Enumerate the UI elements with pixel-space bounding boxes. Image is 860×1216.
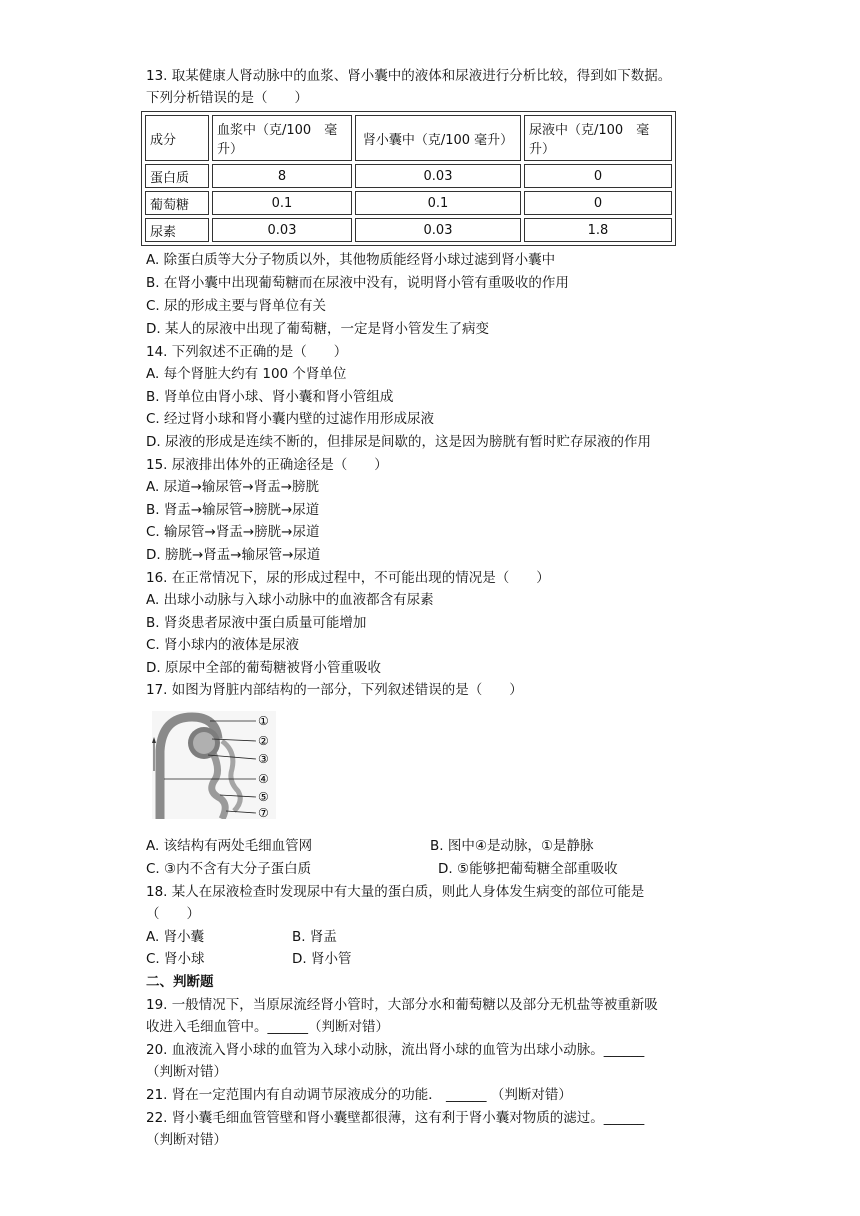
q19-line2: 收进入毛细血管中。______（判断对错） <box>146 1019 389 1035</box>
header-component: 成分 <box>150 132 177 148</box>
table-header-cell <box>145 115 209 161</box>
figure-label: ④ <box>258 772 269 786</box>
q18-option-b: B. 肾盂 <box>292 929 337 945</box>
table-header-row <box>145 115 672 161</box>
table-row <box>145 164 672 188</box>
table-cell: 尿素 <box>145 218 209 242</box>
table-cell: 0.03 <box>355 164 521 188</box>
table-cell: 0.1 <box>355 191 521 215</box>
q15-option-d: D. 膀胱→肾盂→输尿管→尿道 <box>146 547 321 563</box>
q13-stem-line2: 下列分析错误的是（ ） <box>146 90 308 106</box>
table-cell: 蛋白质 <box>145 164 209 188</box>
nephron-diagram <box>152 711 276 819</box>
q13-data-table <box>141 111 676 246</box>
q14-option-d: D. 尿液的形成是连续不断的，但排尿是间歇的，这是因为膀胱有暂时贮存尿液的作用 <box>146 434 651 450</box>
table-header-cell: 尿液中（克/100 毫升） <box>524 115 672 161</box>
q16-stem: 16. 在正常情况下，尿的形成过程中，不可能出现的情况是（ ） <box>146 570 550 586</box>
table-row <box>145 218 672 242</box>
table-header-cell <box>212 115 352 161</box>
q17-option-c: C. ③内不含有大分子蛋白质 <box>146 861 312 877</box>
header-plasma-b: 升） <box>217 142 244 157</box>
q15-option-b: B. 肾盂→输尿管→膀胱→尿道 <box>146 502 320 518</box>
q16-option-c: C. 肾小球内的液体是尿液 <box>146 637 300 653</box>
q16-option-a: A. 出球小动脉与入球小动脉中的血液都含有尿素 <box>146 592 434 608</box>
q13-option-d: D. 某人的尿液中出现了葡萄糖，一定是肾小管发生了病变 <box>146 321 489 337</box>
q18-option-a: A. 肾小囊 <box>146 929 205 945</box>
q18-option-c: C. 肾小球 <box>146 951 205 967</box>
table-cell: 0.03 <box>355 218 521 242</box>
q13-stem-line1: 13. 取某健康人肾动脉中的血浆、肾小囊中的液体和尿液进行分析比较，得到如下数据。 <box>146 68 672 84</box>
q17-stem: 17. 如图为肾脏内部结构的一部分，下列叙述错误的是（ ） <box>146 682 523 698</box>
q15-stem: 15. 尿液排出体外的正确途径是（ ） <box>146 457 388 473</box>
q13-option-b: B. 在肾小囊中出现葡萄糖而在尿液中没有，说明肾小管有重吸收的作用 <box>146 275 569 291</box>
q14-option-b: B. 肾单位由肾小球、肾小囊和肾小管组成 <box>146 389 394 405</box>
q18-stem-line2: （ ） <box>146 906 200 922</box>
q15-option-c: C. 输尿管→肾盂→膀胱→尿道 <box>146 524 320 540</box>
figure-label: ② <box>258 734 269 748</box>
table-row <box>145 191 672 215</box>
table-cell: 0.03 <box>212 218 352 242</box>
table-cell: 葡萄糖 <box>145 191 209 215</box>
table-cell: 8 <box>212 164 352 188</box>
figure-label: ⑦ <box>258 806 269 819</box>
header-plasma-a: 血浆中（克/100 毫 <box>217 123 338 138</box>
q13-option-a: A. 除蛋白质等大分子物质以外，其他物质能经肾小球过滤到肾小囊中 <box>146 252 556 268</box>
q14-option-a: A. 每个肾脏大约有 100 个肾单位 <box>146 366 347 382</box>
figure-label: ⑤ <box>258 790 269 804</box>
figure-label: ③ <box>258 752 269 766</box>
q13-option-c: C. 尿的形成主要与肾单位有关 <box>146 298 327 314</box>
q16-option-d: D. 原尿中全部的葡萄糖被肾小管重吸收 <box>146 660 381 676</box>
q18-option-d: D. 肾小管 <box>292 951 352 967</box>
q17-option-b: B. 图中④是动脉，①是静脉 <box>430 838 594 854</box>
q22-line2: （判断对错） <box>146 1132 227 1148</box>
table-cell: 0 <box>524 164 672 188</box>
q21-line1: 21. 肾在一定范围内有自动调节尿液成分的功能． ______ （判断对错） <box>146 1087 572 1103</box>
q17-option-d: D. ⑤能够把葡萄糖全部重吸收 <box>438 861 618 877</box>
q16-option-b: B. 肾炎患者尿液中蛋白质量可能增加 <box>146 615 367 631</box>
q14-stem: 14. 下列叙述不正确的是（ ） <box>146 344 348 360</box>
table-header-cell: 肾小囊中（克/100 毫升） <box>355 115 521 161</box>
figure-label: ① <box>258 714 269 728</box>
q22-line1: 22. 肾小囊毛细血管管壁和肾小囊壁都很薄，这有利于肾小囊对物质的滤过。______ <box>146 1110 645 1126</box>
q20-line1: 20. 血液流入肾小球的血管为入球小动脉，流出肾小球的血管为出球小动脉。______ <box>146 1042 645 1058</box>
q17-option-a: A. 该结构有两处毛细血管网 <box>146 838 313 854</box>
q19-line1: 19. 一般情况下，当原尿流经肾小管时，大部分水和葡萄糖以及部分无机盐等被重新吸 <box>146 997 658 1013</box>
glomerulus-inner <box>193 732 215 754</box>
table-cell: 0.1 <box>212 191 352 215</box>
section-heading: 二、判断题 <box>146 974 214 990</box>
q14-option-c: C. 经过肾小球和肾小囊内壁的过滤作用形成尿液 <box>146 411 435 427</box>
table-cell: 0 <box>524 191 672 215</box>
q15-option-a: A. 尿道→输尿管→肾盂→膀胱 <box>146 479 320 495</box>
q20-line2: （判断对错） <box>146 1064 227 1080</box>
q18-stem-line1: 18. 某人在尿液检查时发现尿中有大量的蛋白质，则此人身体发生病变的部位可能是 <box>146 884 645 900</box>
table-cell: 1.8 <box>524 218 672 242</box>
